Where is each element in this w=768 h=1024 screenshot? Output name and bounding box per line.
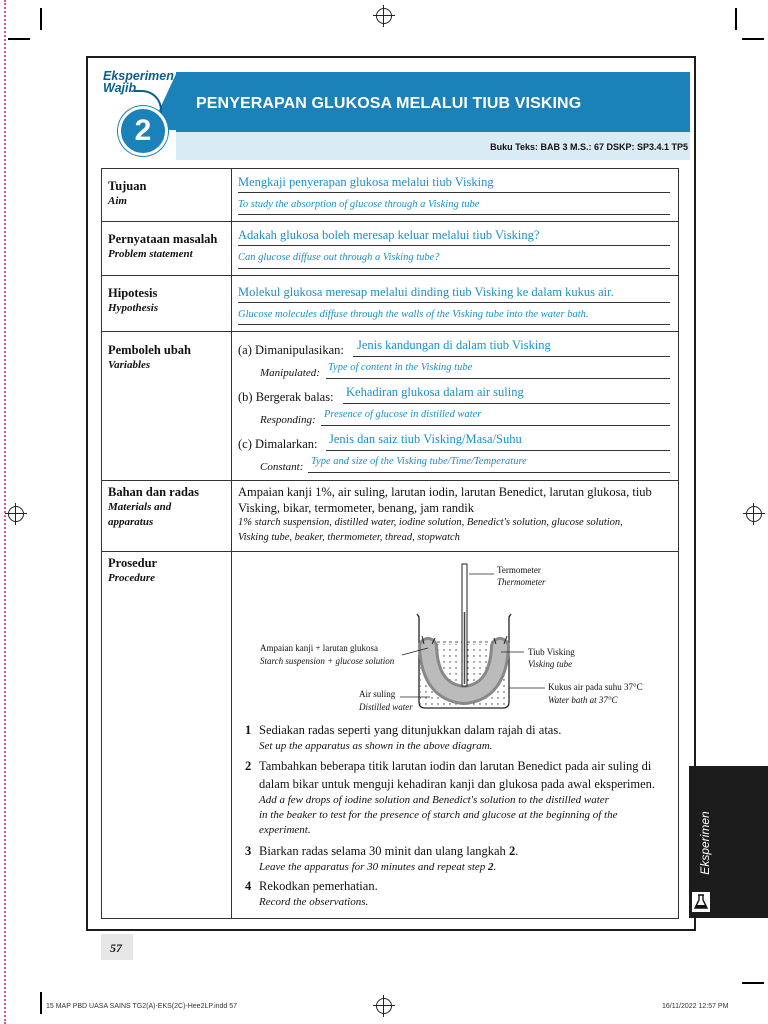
answer-line	[238, 192, 670, 193]
responding-prompt: (b) Bergerak balas:	[238, 390, 334, 404]
step-text: Sediakan radas seperti yang ditunjukkan dalam rajah di atas.	[259, 723, 562, 737]
step-number: 4	[245, 879, 252, 893]
constant-answer-en: Type and size of the Visking tube/Time/Temperature	[311, 456, 527, 467]
materials-label: Bahan dan radas	[108, 485, 200, 499]
answer-line	[308, 472, 670, 473]
step-number: 2	[245, 759, 252, 773]
manipulated-prompt-en: Manipulated:	[260, 367, 320, 379]
starch-label: Ampaian kanji + larutan glukosa	[260, 643, 379, 653]
water-bath-label-en: Water bath at 37°C	[548, 695, 618, 705]
crop-mark	[742, 38, 764, 40]
step-number: 1	[245, 723, 252, 737]
answer-line	[238, 245, 670, 246]
page-number: 57	[110, 941, 122, 955]
step-text: Rekodkan pemerhatian.	[259, 879, 378, 893]
problem-answer-en: Can glucose diffuse out through a Visking tube?	[238, 252, 440, 263]
water-bath-label: Kukus air pada suhu 37°C	[548, 682, 643, 692]
registration-mark-icon	[376, 8, 392, 24]
aim-answer: Mengkaji penyerapan glukosa melalui tiub Visking	[238, 175, 494, 189]
experiment-table	[101, 168, 679, 919]
step-text-en: Add a few drops of iodine solution and Benedict's solution to the distilled water	[259, 794, 609, 806]
dotted-margin-line	[4, 0, 6, 1024]
answer-line	[238, 302, 670, 303]
table-row-divider	[101, 221, 679, 222]
constant-prompt: (c) Dimalarkan:	[238, 437, 318, 451]
flask-icon	[692, 892, 710, 912]
aim-label: Tujuan	[108, 179, 147, 193]
answer-line	[321, 425, 670, 426]
step-text-en: Leave the apparatus for 30 minutes and repeat step 2.	[259, 861, 497, 873]
procedure-label: Prosedur	[108, 556, 158, 570]
variables-label-en: Variables	[108, 359, 151, 371]
step-text: dalam bikar untuk menguji kehadiran kanji dan glukosa pada awal eksperimen.	[259, 777, 656, 791]
crop-mark	[40, 8, 42, 30]
constant-prompt-en: Constant:	[260, 461, 304, 473]
experiment-number-badge: 2	[118, 106, 168, 156]
problem-label: Pernyataan masalah	[108, 232, 218, 246]
manipulated-prompt: (a) Dimanipulasikan:	[238, 343, 344, 357]
step-number: 3	[245, 844, 252, 858]
thermometer-label: Termometer	[497, 565, 541, 575]
visking-tube-label-en: Visking tube	[528, 659, 573, 669]
textbook-reference: Buku Teks: BAB 3 M.S.: 67 DSKP: SP3.4.1 TP5	[490, 142, 688, 152]
distilled-water-label-en: Distilled water	[359, 702, 413, 712]
page-title: PENYERAPAN GLUKOSA MELALUI TIUB VISKING	[196, 95, 582, 112]
answer-line	[326, 378, 670, 379]
responding-answer-en: Presence of glucose in distilled water	[324, 409, 482, 420]
table-column-divider	[231, 168, 232, 918]
answer-line	[238, 214, 670, 215]
variables-label: Pemboleh ubah	[108, 343, 192, 357]
materials-text-en: Visking tube, beaker, thermometer, thread, stopwatch	[238, 532, 460, 543]
crop-mark	[735, 8, 737, 30]
step-text-en: experiment.	[259, 824, 311, 836]
crop-mark	[8, 38, 30, 40]
hypothesis-answer-en: Glucose molecules diffuse through the walls of the Visking tube into the water bath.	[238, 309, 589, 320]
registration-mark-icon	[746, 506, 762, 522]
hypothesis-answer: Molekul glukosa meresap melalui dinding tiub Visking ke dalam kukus air.	[238, 285, 614, 299]
materials-label-en: apparatus	[108, 516, 154, 528]
registration-mark-icon	[8, 506, 24, 522]
apparatus-diagram	[232, 552, 677, 717]
answer-line	[238, 268, 670, 269]
answer-line	[343, 403, 670, 404]
side-tab-label: Eksperimen	[698, 811, 712, 875]
step-text-en: in the beaker to test for the presence of starch and glucose at the beginning of the	[259, 809, 618, 821]
crop-mark	[40, 992, 42, 1014]
starch-label-en: Starch suspension + glucose solution	[260, 656, 395, 666]
answer-line	[326, 450, 670, 451]
responding-prompt-en: Responding:	[260, 414, 316, 426]
step-text-en: Record the observations.	[259, 896, 369, 908]
table-row-divider	[101, 331, 679, 332]
answer-line	[238, 324, 670, 325]
problem-answer: Adakah glukosa boleh meresap keluar melalui tiub Visking?	[238, 228, 540, 242]
hypothesis-label: Hipotesis	[108, 286, 158, 300]
experiment-tag: Eksperimen Wajib	[103, 69, 174, 95]
table-row-divider	[101, 275, 679, 276]
responding-answer: Kehadiran glukosa dalam air suling	[346, 385, 524, 399]
constant-answer: Jenis dan saiz tiub Visking/Masa/Suhu	[329, 432, 522, 446]
answer-line	[353, 356, 670, 357]
procedure-label-en: Procedure	[108, 572, 156, 584]
registration-mark-icon	[376, 998, 392, 1014]
footer-timestamp: 16/11/2022 12:57 PM	[662, 1003, 729, 1010]
crop-mark	[742, 982, 764, 984]
aim-answer-en: To study the absorption of glucose through a Visking tube	[238, 199, 480, 210]
materials-label-en: Materials and	[108, 501, 172, 513]
visking-tube-label: Tiub Visking	[528, 647, 575, 657]
manipulated-answer-en: Type of content in the Visking tube	[328, 362, 473, 373]
table-row-divider	[101, 480, 679, 481]
materials-text: Ampaian kanji 1%, air suling, larutan iodin, larutan Benedict, larutan glukosa, tiub	[238, 485, 652, 499]
hypothesis-label-en: Hypothesis	[108, 302, 159, 314]
distilled-water-label: Air suling	[359, 689, 396, 699]
materials-text: Visking, bikar, termometer, benang, jam randik	[238, 501, 475, 515]
problem-label-en: Problem statement	[108, 248, 193, 260]
step-text-en: Set up the apparatus as shown in the above diagram.	[259, 740, 493, 752]
footer-file-info: 15 MAP PBD UASA SAINS TG2(A)-EKS(2C)-Hee2LP.indd 57	[46, 1003, 238, 1010]
materials-text-en: 1% starch suspension, distilled water, iodine solution, Benedict's solution, glucose solution,	[238, 517, 623, 528]
step-text: Biarkan radas selama 30 minit dan ulang langkah 2.	[259, 844, 519, 858]
manipulated-answer: Jenis kandungan di dalam tiub Visking	[357, 338, 551, 352]
aim-label-en: Aim	[108, 195, 127, 207]
step-text: Tambahkan beberapa titik larutan iodin dan larutan Benedict pada air suling di	[259, 759, 652, 773]
thermometer-label-en: Thermometer	[497, 577, 546, 587]
